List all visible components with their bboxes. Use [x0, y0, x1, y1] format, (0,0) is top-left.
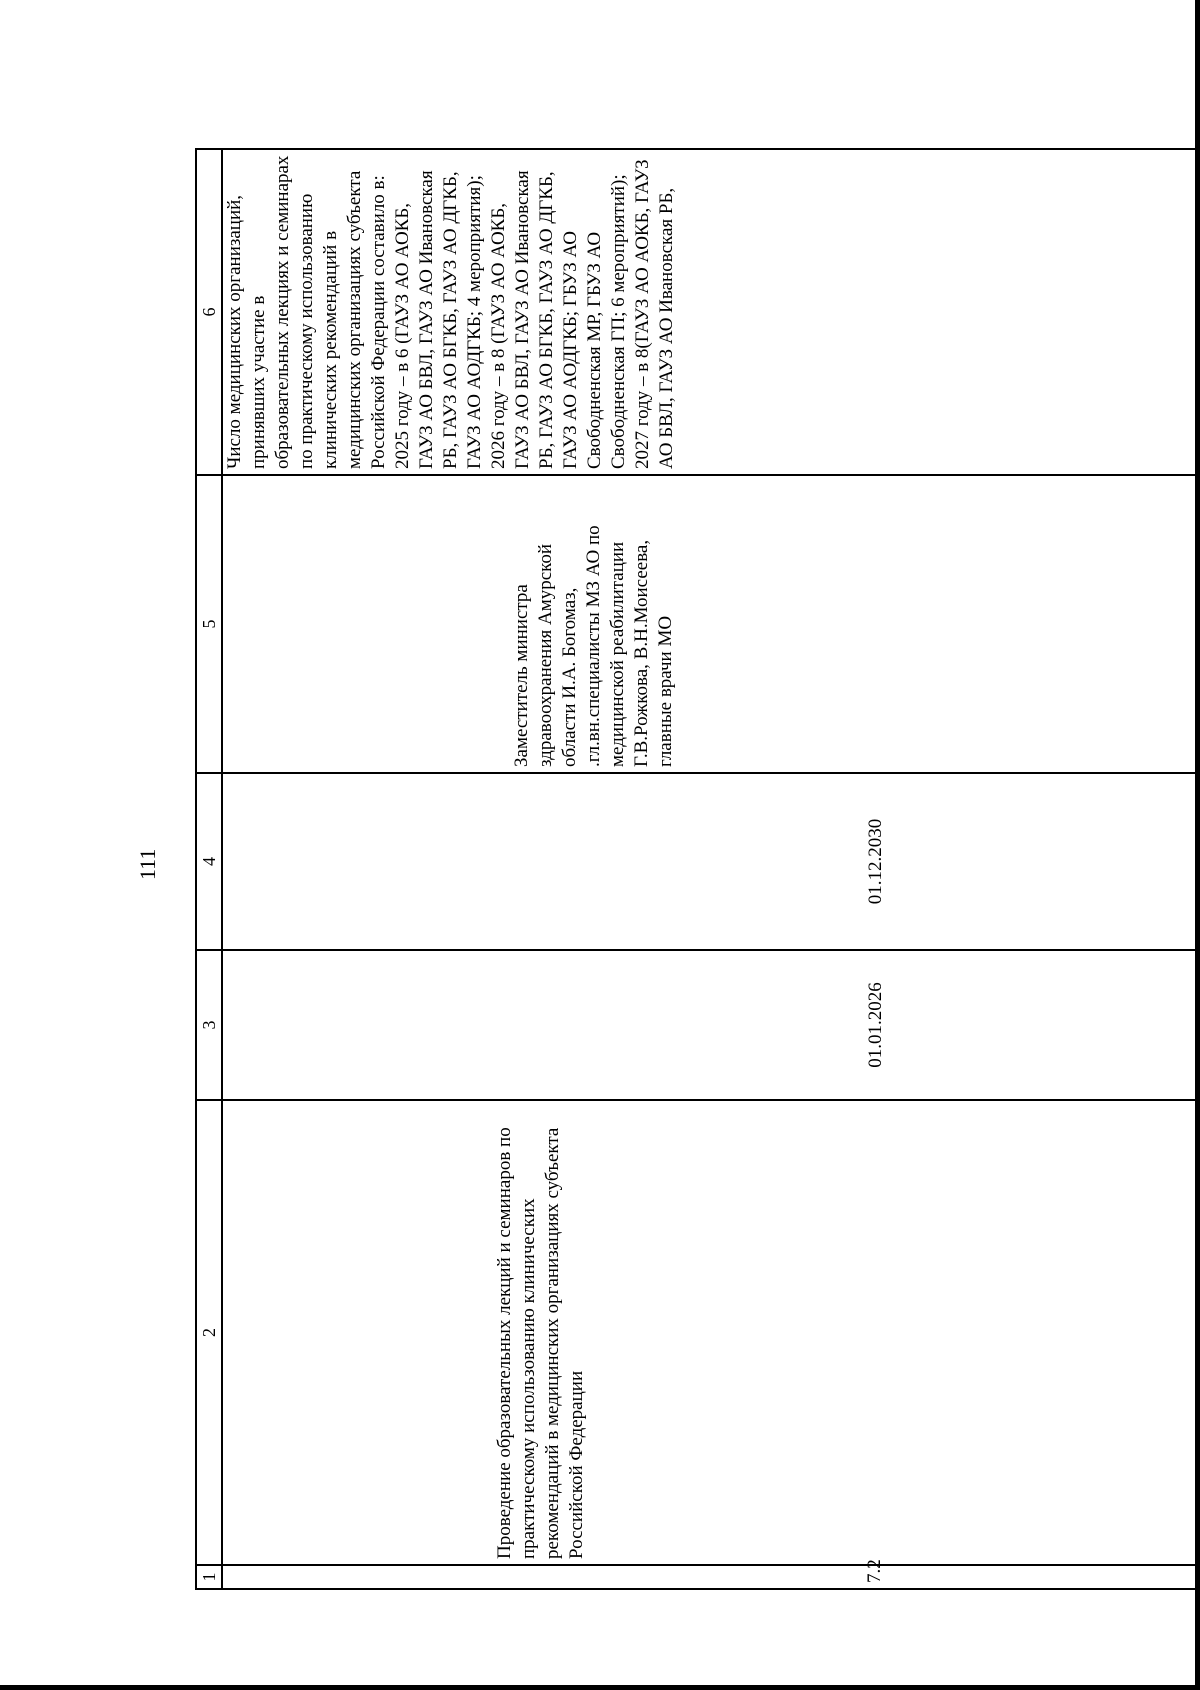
table-header-row: [196, 149, 222, 1589]
header-col-6: 6: [196, 149, 222, 475]
result-line: 2027 году – в 8(ГАУЗ АО АОКБ, ГАУЗ АО БВЛ, ГАУЗ АО Ивановская РБ,: [632, 159, 677, 469]
end-date: 01.12.2030: [222, 773, 1200, 950]
result-indicator: [222, 149, 1200, 475]
event-name: Проведение образовательных лекций и семинаров по практическому использованию клинических рекомендаций в медицинских организациях субъекта Российской Федерации: [222, 1100, 1200, 1565]
start-date: 01.01.2026: [222, 950, 1200, 1100]
page-number: 111: [135, 848, 160, 880]
responsible-persons: Заместитель министра здравоохранения Амурской области И.А. Богомаз, .гл.вн.специалисты МЗ АО по медицинской реабилитации Г.В.Рожкова, В.Н.Моисеева, главные врачи МО: [222, 475, 1200, 773]
header-col-1: 1: [196, 1565, 222, 1589]
plan-table: [195, 148, 1200, 1590]
result-line: 2025 году – в 6 (ГАУЗ АО АОКБ, ГАУЗ АО БВЛ, ГАУЗ АО Ивановская РБ, ГАУЗ АО БГКБ, ГАУЗ АО ДГКБ, ГАУЗ АО АОДГКБ; 4 мероприятия);: [392, 170, 485, 469]
header-col-4: 4: [196, 773, 222, 950]
header-col-3: 3: [196, 950, 222, 1100]
header-col-2: 2: [196, 1100, 222, 1565]
header-col-5: 5: [196, 475, 222, 773]
table-row: [222, 149, 1200, 1589]
result-line: Число медицинских организаций, принявших участие в образовательных лекциях и семинарах по практическому использованию клинических рекомендаций в медицинских организациях субъекта Российской Федерации составило в:: [224, 155, 389, 469]
result-line: 2026 году – в 8 (ГАУЗ АО АОКБ, ГАУЗ АО БВЛ, ГАУЗ АО Ивановская РБ, ГАУЗ АО БГКБ, ГАУЗ АО ДГКБ, ГАУЗ АО АОДГКБ; ГБУЗ АО Свободненская МР, ГБУЗ АО Свободненская ГП; 6 мероприятий);: [488, 170, 629, 469]
row-number: 7.2: [222, 1565, 1200, 1589]
